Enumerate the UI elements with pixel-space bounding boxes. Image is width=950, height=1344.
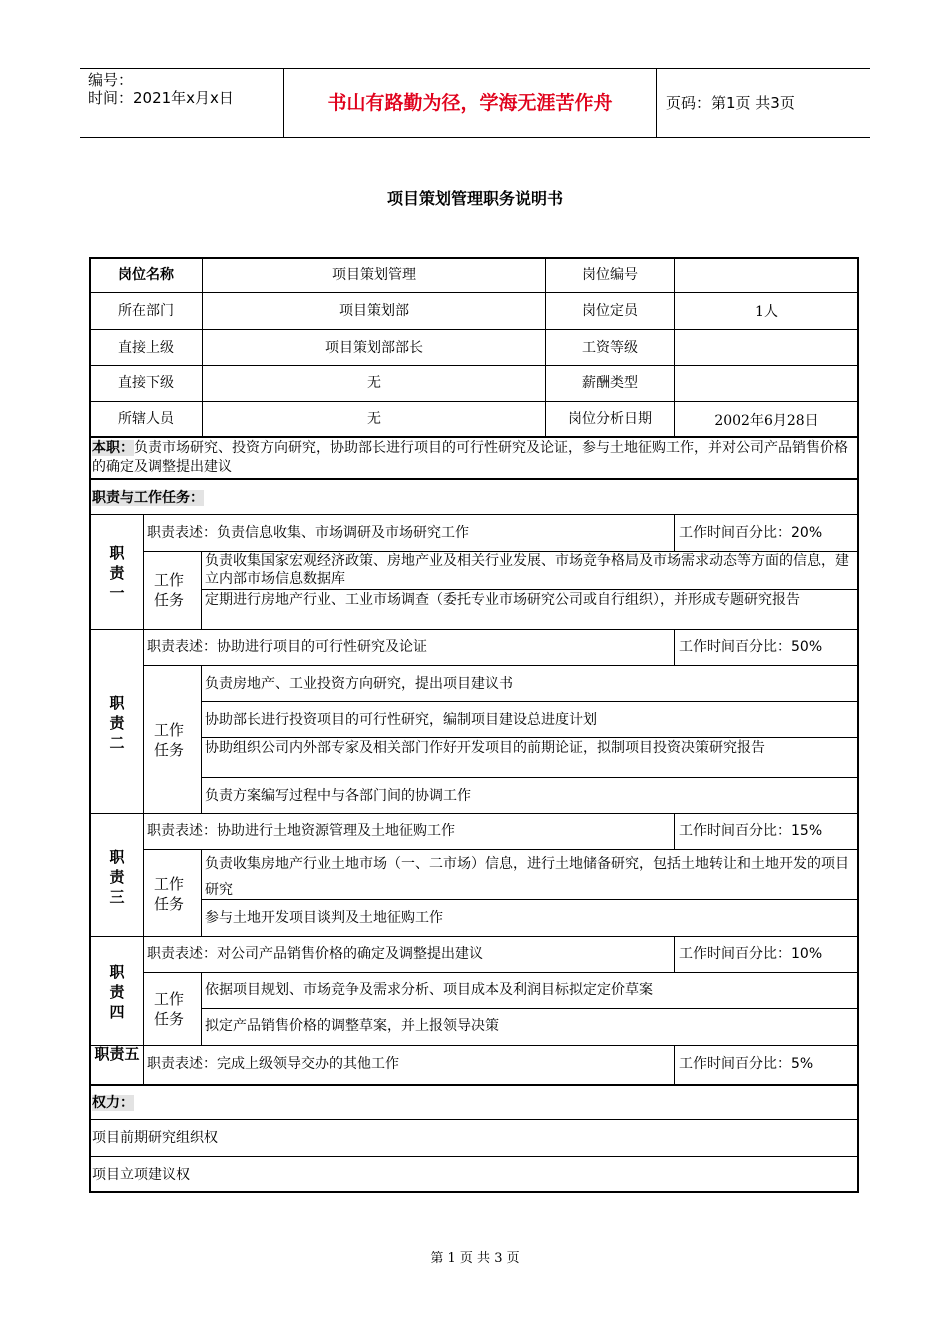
headcount-value: 1人 — [755, 304, 778, 320]
duty-2-task-1: 负责房地产、工业投资方向研究，提出项目建议书 — [205, 676, 513, 692]
tasks-heading-text: 职责与工作任务： — [92, 490, 204, 506]
analysis-date-label: 岗位分析日期 — [568, 411, 652, 427]
duty-1-task-1: 负责收集国家宏观经济政策、房地产业及相关行业发展、市场竞争格局及市场需求动态等方面的信息，建立内部市场信息数据库 — [205, 553, 849, 587]
dept-label: 所在部门 — [118, 303, 174, 319]
duty-2-time: 工作时间百分比：50% — [679, 639, 823, 655]
superior-label: 直接上级 — [118, 340, 174, 356]
duty-4-task-label: 工作任务 — [154, 990, 185, 1028]
header-page-number: 页码：第1页 共3页 — [666, 94, 795, 112]
authority-heading — [92, 1093, 134, 1113]
tasks-heading — [92, 488, 204, 508]
duty-2-task-3: 协助组织公司内外部专家及相关部门作好开发项目的前期论证，拟制项目投资决策研究报告 — [205, 740, 765, 756]
authority-item-1: 项目前期研究组织权 — [92, 1130, 218, 1146]
duty-3-task-2: 参与土地开发项目谈判及土地征购工作 — [205, 910, 443, 926]
duty-5-time: 工作时间百分比：5% — [679, 1056, 814, 1072]
main-duty-label: 本职： — [92, 440, 134, 456]
duty-2-task-2: 协助部长进行投资项目的可行性研究，编制项目建设总进度计划 — [205, 712, 597, 728]
duty-4-task-1: 依据项目规划、市场竞争及需求分析、项目成本及利润目标拟定定价草案 — [205, 982, 653, 998]
duty-1-task-2: 定期进行房地产行业、工业市场调查（委托专业市场研究公司或自行组织），并形成专题研究报告 — [205, 592, 800, 608]
duty-4-time: 工作时间百分比：10% — [679, 946, 823, 962]
pay-type-label: 薪酬类型 — [582, 375, 638, 391]
duty-4-name: 职 责 四 — [109, 963, 125, 1021]
header-meta — [80, 69, 280, 137]
subordinate-value: 无 — [367, 375, 381, 391]
post-name-label: 岗位名称 — [118, 267, 174, 283]
post-no-label: 岗位编号 — [582, 267, 638, 283]
duty-1-task-label: 工作任务 — [154, 571, 185, 609]
page-header — [80, 68, 870, 138]
duty-1-desc: 职责表述：负责信息收集、市场调研及市场研究工作 — [147, 525, 469, 541]
page-footer: 第 1 页 共 3 页 — [430, 1251, 520, 1266]
document-title: 项目策划管理职务说明书 — [386, 189, 563, 208]
staff-value: 无 — [367, 411, 381, 427]
duty-3-desc: 职责表述：协助进行土地资源管理及土地征购工作 — [147, 823, 455, 839]
dept-value: 项目策划部 — [339, 303, 409, 319]
headcount-label: 岗位定员 — [582, 303, 638, 319]
duty-2-task-label: 工作任务 — [154, 721, 185, 759]
header-motto: 书山有路勤为径，学海无涯苦作舟 — [283, 69, 657, 137]
post-name-value: 项目策划管理 — [332, 267, 416, 283]
duty-5-desc: 职责表述：完成上级领导交办的其他工作 — [147, 1056, 399, 1072]
duty-1-time: 工作时间百分比：20% — [679, 525, 823, 541]
staff-label: 所辖人员 — [118, 411, 174, 427]
duty-2-desc: 职责表述：协助进行项目的可行性研究及论证 — [147, 639, 427, 655]
duty-3-task-1: 负责收集房地产行业土地市场（一、二市场）信息，进行土地储备研究，包括土地转让和土地开发的项目研究 — [205, 856, 849, 898]
authority-heading-text: 权力： — [92, 1095, 134, 1111]
duty-4-task-2: 拟定产品销售价格的调整草案，并上报领导决策 — [205, 1018, 499, 1034]
duty-1-name: 职 责 一 — [109, 544, 125, 602]
duty-5-name: 职责五 — [94, 1045, 140, 1063]
duty-2-task-4: 负责方案编写过程中与各部门间的协调工作 — [205, 788, 471, 804]
main-duty-text: 负责市场研究、投资方向研究，协助部长进行项目的可行性研究及论证，参与土地征购工作，并对公司产品销售价格的确定及调整提出建议 — [92, 440, 848, 475]
duty-4-desc: 职责表述：对公司产品销售价格的确定及调整提出建议 — [147, 946, 483, 962]
doc-date: 时间：2021年x月x日 — [88, 89, 234, 107]
doc-number-label: 编号： — [88, 71, 134, 89]
duty-3-time: 工作时间百分比：15% — [679, 823, 823, 839]
superior-value: 项目策划部部长 — [325, 340, 423, 356]
duty-3-name: 职 责 三 — [109, 848, 125, 906]
subordinate-label: 直接下级 — [118, 375, 174, 391]
authority-item-2: 项目立项建议权 — [92, 1167, 190, 1183]
grade-label: 工资等级 — [582, 340, 638, 356]
analysis-date-value: 2002年6月28日 — [714, 413, 819, 429]
main-duty — [92, 439, 856, 477]
duty-2-name: 职 责 二 — [109, 694, 125, 752]
duty-3-task-label: 工作任务 — [154, 875, 185, 913]
